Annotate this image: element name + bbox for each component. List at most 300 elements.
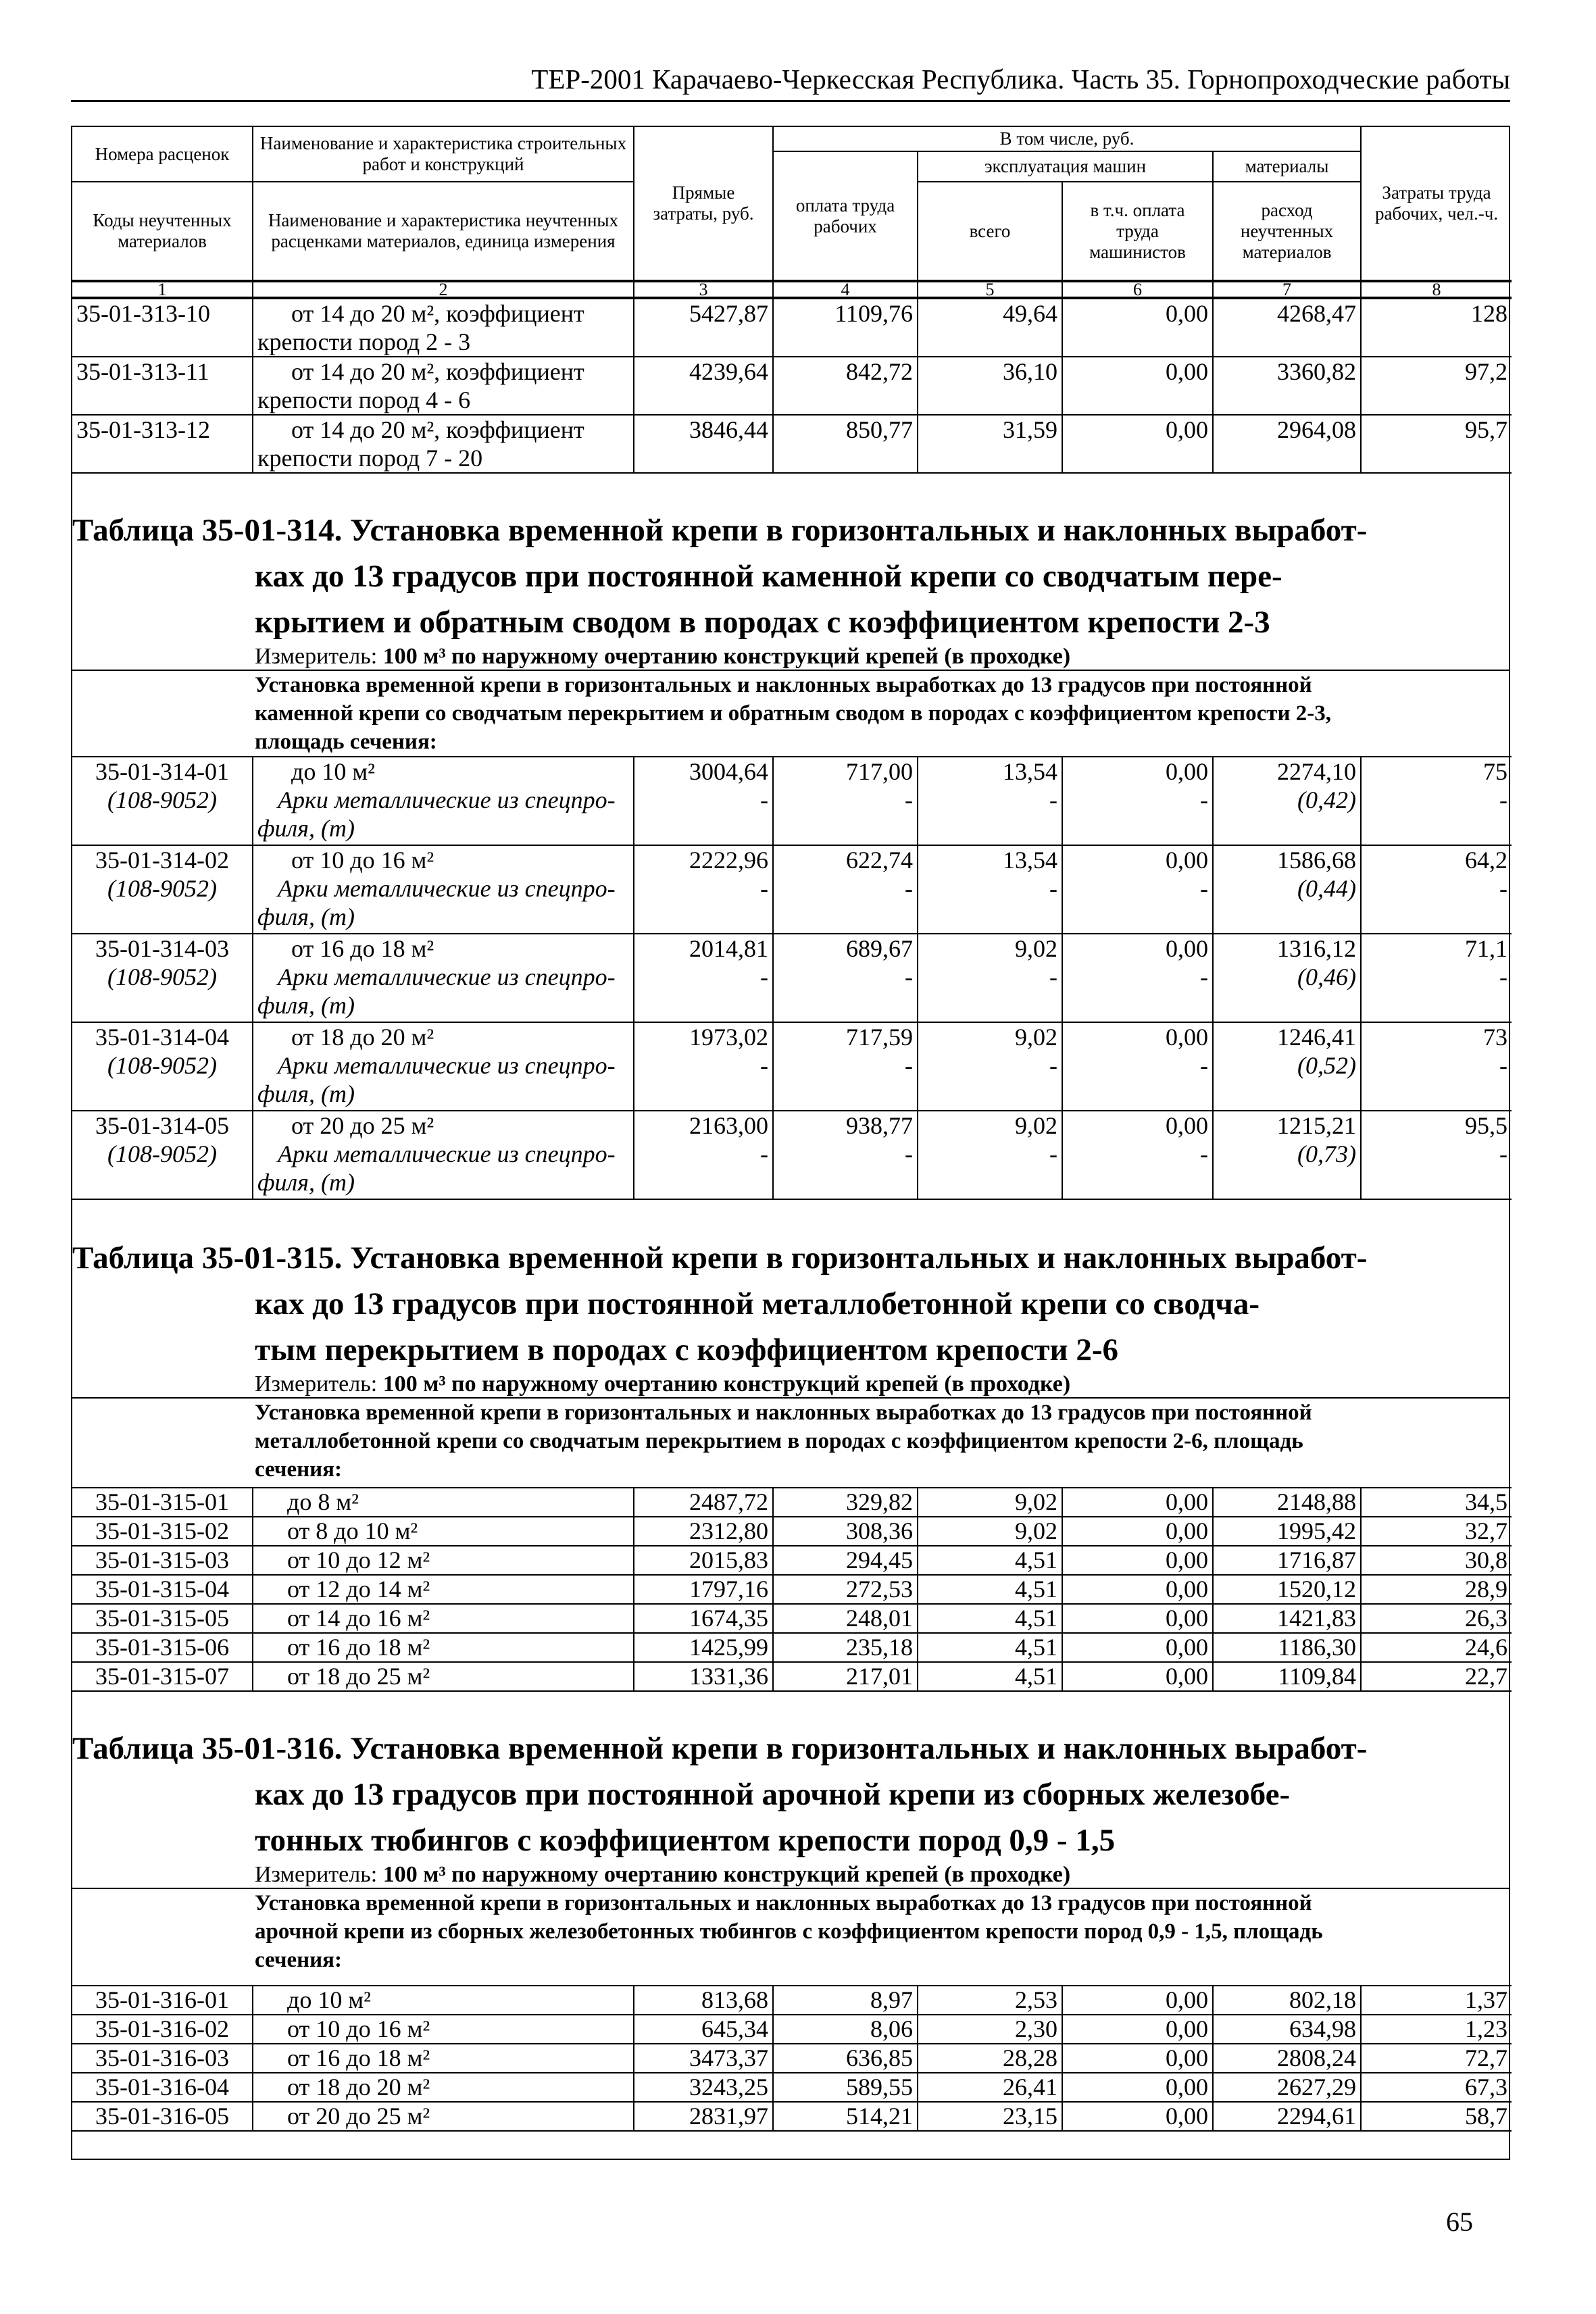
- table-title-line: ках до 13 градусов при постоянной арочной крепи из сборных железобе-: [255, 1777, 1291, 1812]
- rate-name: от 18 до 20 м²: [253, 2073, 634, 2102]
- value-cell: 2808,24: [1213, 2044, 1361, 2073]
- sub-value: -: [905, 1140, 913, 1167]
- table-row: [72, 845, 1512, 934]
- value-cell: 8,97: [773, 1986, 918, 2015]
- value-cell: 34,5: [1361, 1488, 1512, 1517]
- value-cell: [1213, 845, 1361, 934]
- value: 0,00: [1166, 758, 1208, 785]
- value: 0,00: [1166, 935, 1208, 962]
- material-name-line: Арки металлические из спецпро-: [278, 1140, 616, 1167]
- value: 73: [1483, 1024, 1507, 1051]
- table-row: [72, 357, 1512, 415]
- material-name-line: Арки металлические из спецпро-: [278, 1052, 616, 1079]
- sub-value: -: [1200, 875, 1208, 902]
- section-314: [72, 474, 1509, 756]
- sub-value: (0,44): [1297, 875, 1356, 902]
- value-cell: [1213, 757, 1361, 845]
- table-row: [72, 2015, 1512, 2044]
- column-number: 7: [1213, 282, 1361, 297]
- value: 2014,81: [689, 935, 768, 962]
- rate-code: 35-01-315-01: [72, 1488, 253, 1517]
- rate-code: 35-01-313-12: [72, 415, 253, 473]
- value-cell: 0,00: [1062, 1488, 1213, 1517]
- sub-value: -: [905, 1052, 913, 1079]
- value-cell: 235,18: [773, 1633, 918, 1662]
- value-cell: 0,00: [1062, 2015, 1213, 2044]
- table-description: [72, 670, 1509, 756]
- col-material-codes: Коды неучтенных материалов: [72, 182, 253, 280]
- measurer-value: 100 м³ по наружному очертанию конструкций крепей (в проходке): [382, 1372, 1071, 1397]
- section-316: [72, 1692, 1509, 1985]
- value-cell: 0,00: [1062, 1633, 1213, 1662]
- rate-name: от 18 до 20 м²: [291, 1024, 434, 1051]
- rate-code-cell: [72, 934, 253, 1022]
- value-cell: 217,01: [773, 1662, 918, 1691]
- table-row: [72, 934, 1512, 1022]
- table-title-line: Таблица 35-01-315. Установка временной крепи в горизонтальных и наклонных выработ-: [72, 1240, 1368, 1276]
- value-cell: 2312,80: [634, 1517, 773, 1546]
- value: 64,2: [1465, 847, 1507, 874]
- sub-value: -: [760, 875, 768, 902]
- section-315: [72, 1200, 1509, 1487]
- value-cell: 3360,82: [1213, 357, 1361, 415]
- value: 1586,68: [1277, 847, 1356, 874]
- value: 689,67: [846, 935, 913, 962]
- value-cell: 329,82: [773, 1488, 918, 1517]
- sub-value: (0,52): [1297, 1052, 1356, 1079]
- measurer-label: Измеритель:: [255, 1862, 378, 1887]
- value-cell: [1213, 934, 1361, 1022]
- sub-value: -: [1200, 786, 1208, 813]
- table-title: [72, 1692, 1509, 1863]
- rates-document: [71, 126, 1510, 2160]
- rate-code: 35-01-315-04: [72, 1575, 253, 1604]
- value-cell: 0,00: [1062, 1575, 1213, 1604]
- value-cell: 26,41: [918, 2073, 1062, 2102]
- value-cell: 4239,64: [634, 357, 773, 415]
- rate-name: от 14 до 16 м²: [253, 1604, 634, 1633]
- table-description: [72, 1888, 1509, 1985]
- value: 938,77: [846, 1112, 913, 1139]
- table-title-line: тым перекрытием в породах с коэффициентом крепости 2-6: [255, 1332, 1119, 1367]
- value-cell: 2627,29: [1213, 2073, 1361, 2102]
- rate-name-line: от 14 до 20 м², коэффициент: [291, 416, 584, 443]
- value-cell: [773, 1111, 918, 1199]
- sub-value: (0,46): [1297, 963, 1356, 990]
- table-title: [72, 474, 1509, 645]
- rate-name-cell: [253, 1111, 634, 1199]
- value: 75: [1483, 758, 1507, 785]
- value-cell: [1062, 845, 1213, 934]
- value-cell: 4268,47: [1213, 299, 1361, 357]
- value-cell: 2487,72: [634, 1488, 773, 1517]
- value-cell: [1361, 1022, 1512, 1111]
- rate-name: от 12 до 14 м²: [253, 1575, 634, 1604]
- value-cell: 1674,35: [634, 1604, 773, 1633]
- value-cell: [634, 757, 773, 845]
- value: 0,00: [1166, 1112, 1208, 1139]
- value-cell: 1797,16: [634, 1575, 773, 1604]
- value: 717,59: [846, 1024, 913, 1051]
- value-cell: 49,64: [918, 299, 1062, 357]
- rate-name-line: от 14 до 20 м², коэффициент: [291, 358, 584, 385]
- column-number: 6: [1062, 282, 1213, 297]
- table-title-line: Таблица 35-01-316. Установка временной крепи в горизонтальных и наклонных выработ-: [72, 1731, 1368, 1766]
- material-code: (108-9052): [107, 1052, 217, 1079]
- value: 13,54: [1003, 847, 1057, 874]
- column-number: 3: [634, 282, 773, 297]
- rate-name: от 16 до 18 м²: [253, 1633, 634, 1662]
- sub-value: -: [905, 963, 913, 990]
- value-cell: 3243,25: [634, 2073, 773, 2102]
- col-rate-numbers: Номера расценок: [72, 127, 253, 182]
- value: 3004,64: [689, 758, 768, 785]
- value: 622,74: [846, 847, 913, 874]
- table-row: [72, 2102, 1512, 2131]
- sub-value: -: [1499, 1052, 1507, 1079]
- sub-value: -: [1200, 963, 1208, 990]
- value: 95,5: [1465, 1112, 1507, 1139]
- value-cell: 4,51: [918, 1633, 1062, 1662]
- value-cell: 0,00: [1062, 357, 1213, 415]
- value: 0,00: [1166, 1024, 1208, 1051]
- table-313: [72, 298, 1512, 474]
- value-cell: 308,36: [773, 1517, 918, 1546]
- value: 1973,02: [689, 1024, 768, 1051]
- rate-name: до 8 м²: [253, 1488, 634, 1517]
- rate-code: 35-01-316-01: [72, 1986, 253, 2015]
- rate-name: до 10 м²: [253, 1986, 634, 2015]
- rate-code: 35-01-316-03: [72, 2044, 253, 2073]
- value-cell: 28,9: [1361, 1575, 1512, 1604]
- table-description: [72, 1397, 1509, 1487]
- table-row: [72, 1111, 1512, 1199]
- value-cell: [1062, 1111, 1213, 1199]
- material-name-line: Арки металлические из спецпро-: [278, 875, 616, 902]
- col-materials: материалы: [1213, 151, 1361, 182]
- value-cell: [1213, 1111, 1361, 1199]
- column-number: 5: [918, 282, 1062, 297]
- table-row: [72, 1604, 1512, 1633]
- col-including: В том числе, руб.: [773, 127, 1361, 151]
- material-name-line: филя, (т): [257, 1080, 355, 1107]
- rate-name-cell: [253, 934, 634, 1022]
- value-cell: 4,51: [918, 1546, 1062, 1575]
- measurer-value: 100 м³ по наружному очертанию конструкций крепей (в проходке): [382, 1862, 1071, 1887]
- col-machines-total: всего: [918, 182, 1062, 280]
- value-cell: 31,59: [918, 415, 1062, 473]
- table-row: [72, 299, 1512, 357]
- value: 0,00: [1166, 847, 1208, 874]
- sub-value: -: [905, 786, 913, 813]
- rate-code-cell: [72, 845, 253, 934]
- value-cell: 1109,84: [1213, 1662, 1361, 1691]
- value-cell: [918, 757, 1062, 845]
- description-line: металлобетонной крепи со сводчатым перекрытием в породах с коэффициентом крепости 2-6, площадь: [255, 1429, 1303, 1453]
- description-line: площадь сечения:: [255, 730, 437, 754]
- value-cell: 23,15: [918, 2102, 1062, 2131]
- value-cell: 67,3: [1361, 2073, 1512, 2102]
- value-cell: 0,00: [1062, 1662, 1213, 1691]
- value-cell: 2831,97: [634, 2102, 773, 2131]
- measurer: [72, 1863, 1509, 1888]
- measurer: [72, 1373, 1509, 1397]
- column-number: 4: [773, 282, 918, 297]
- value-cell: 2015,83: [634, 1546, 773, 1575]
- value-cell: 3473,37: [634, 2044, 773, 2073]
- value-cell: 1421,83: [1213, 1604, 1361, 1633]
- rate-code: 35-01-314-04: [95, 1024, 229, 1051]
- col-labor-pay: оплата труда рабочих: [773, 151, 918, 280]
- value-cell: 294,45: [773, 1546, 918, 1575]
- col-labor-costs: Затраты труда рабочих, чел.-ч.: [1361, 127, 1512, 280]
- rate-name-line: крепости пород 7 - 20: [257, 445, 483, 472]
- sub-value: -: [1200, 1052, 1208, 1079]
- value-cell: 9,02: [918, 1488, 1062, 1517]
- value-cell: [773, 845, 918, 934]
- material-name-line: филя, (т): [257, 903, 355, 930]
- sub-value: -: [760, 1140, 768, 1167]
- description-line: арочной крепи из сборных железобетонных тюбингов с коэффициентом крепости пород 0,9 - 1,5, площадь: [255, 1919, 1323, 1944]
- value-cell: 26,3: [1361, 1604, 1512, 1633]
- rate-name: [253, 299, 634, 357]
- value-cell: 58,7: [1361, 2102, 1512, 2131]
- rate-name: от 20 до 25 м²: [253, 2102, 634, 2131]
- measurer-value: 100 м³ по наружному очертанию конструкций крепей (в проходке): [382, 644, 1071, 669]
- table-title-line: ках до 13 градусов при постоянной металлобетонной крепи со сводча-: [255, 1286, 1260, 1322]
- value-cell: [1213, 1022, 1361, 1111]
- table-title-line: Таблица 35-01-314. Установка временной крепи в горизонтальных и наклонных выработ-: [72, 513, 1368, 548]
- sub-value: -: [760, 1052, 768, 1079]
- col-material-name: Наименование и характеристика неучтенных расценками материалов, единица измерения: [253, 182, 634, 280]
- value-cell: 28,28: [918, 2044, 1062, 2073]
- rate-code-cell: [72, 1111, 253, 1199]
- description-line: каменной крепи со сводчатым перекрытием и обратным сводом в породах с коэффициентом крепости 2-3,: [255, 701, 1332, 726]
- value-cell: 2964,08: [1213, 415, 1361, 473]
- value-cell: [773, 1022, 918, 1111]
- material-name-line: Арки металлические из спецпро-: [278, 786, 616, 813]
- value-cell: 97,2: [1361, 357, 1512, 415]
- value-cell: 4,51: [918, 1662, 1062, 1691]
- value-cell: 802,18: [1213, 1986, 1361, 2015]
- rate-name-cell: [253, 1022, 634, 1111]
- rate-name-line: крепости пород 4 - 6: [257, 386, 471, 413]
- value-cell: 1186,30: [1213, 1633, 1361, 1662]
- page-number: 65: [1446, 2207, 1473, 2237]
- col-direct-costs: Прямые затраты, руб.: [634, 127, 773, 280]
- rate-code-cell: [72, 1022, 253, 1111]
- value-cell: 272,53: [773, 1575, 918, 1604]
- table-row: [72, 1517, 1512, 1546]
- value-cell: 128: [1361, 299, 1512, 357]
- value-cell: 4,51: [918, 1604, 1062, 1633]
- rate-code: 35-01-314-03: [95, 935, 229, 962]
- rate-name-cell: [253, 845, 634, 934]
- value: 9,02: [1015, 935, 1057, 962]
- measurer-label: Измеритель:: [255, 1372, 378, 1397]
- value-cell: 1109,76: [773, 299, 918, 357]
- value-cell: [634, 934, 773, 1022]
- sub-value: -: [1049, 786, 1057, 813]
- table-row: [72, 757, 1512, 845]
- table-row: [72, 2044, 1512, 2073]
- value: 2274,10: [1277, 758, 1356, 785]
- rate-code: 35-01-314-01: [95, 758, 229, 785]
- table-title-line: крытием и обратным сводом в породах с коэффициентом крепости 2-3: [255, 605, 1270, 640]
- value-cell: [773, 934, 918, 1022]
- sub-value: -: [1049, 875, 1057, 902]
- rate-name: от 16 до 18 м²: [253, 2044, 634, 2073]
- value-cell: [1361, 934, 1512, 1022]
- value-cell: [918, 1022, 1062, 1111]
- material-code: (108-9052): [107, 1140, 217, 1167]
- value-cell: [1062, 1022, 1213, 1111]
- value-cell: 0,00: [1062, 2044, 1213, 2073]
- rate-code: 35-01-315-06: [72, 1633, 253, 1662]
- value: 1246,41: [1277, 1024, 1356, 1051]
- column-header-table: [72, 127, 1512, 281]
- value-cell: [634, 1111, 773, 1199]
- table-row: [72, 1986, 1512, 2015]
- table-row: [72, 1575, 1512, 1604]
- value-cell: 72,7: [1361, 2044, 1512, 2073]
- value-cell: 0,00: [1062, 415, 1213, 473]
- value: 9,02: [1015, 1024, 1057, 1051]
- sub-value: (0,42): [1297, 786, 1356, 813]
- rate-name-line: крепости пород 2 - 3: [257, 328, 471, 355]
- material-code: (108-9052): [107, 963, 217, 990]
- value-cell: [1361, 845, 1512, 934]
- rate-code: 35-01-315-03: [72, 1546, 253, 1575]
- table-row: [72, 415, 1512, 473]
- rate-code-cell: [72, 757, 253, 845]
- rate-code: 35-01-313-10: [72, 299, 253, 357]
- description-line: сечения:: [255, 1948, 343, 1972]
- value-cell: 0,00: [1062, 1546, 1213, 1575]
- value-cell: 514,21: [773, 2102, 918, 2131]
- value-cell: 0,00: [1062, 1604, 1213, 1633]
- value-cell: 842,72: [773, 357, 918, 415]
- value-cell: 2148,88: [1213, 1488, 1361, 1517]
- value-cell: [1062, 757, 1213, 845]
- value-cell: 30,8: [1361, 1546, 1512, 1575]
- value-cell: 0,00: [1062, 2073, 1213, 2102]
- value-cell: 645,34: [634, 2015, 773, 2044]
- rate-code: 35-01-316-05: [72, 2102, 253, 2131]
- rate-name: [253, 415, 634, 473]
- sub-value: -: [1499, 786, 1507, 813]
- description-line: сечения:: [255, 1457, 343, 1482]
- value-cell: 22,7: [1361, 1662, 1512, 1691]
- value-cell: 5427,87: [634, 299, 773, 357]
- rate-code: 35-01-316-04: [72, 2073, 253, 2102]
- page-header: ТЕР-2001 Карачаево-Черкесская Республика. Часть 35. Горнопроходческие работы: [71, 62, 1510, 102]
- value-cell: 813,68: [634, 1986, 773, 2015]
- measurer: [72, 645, 1509, 670]
- rate-code: 35-01-316-02: [72, 2015, 253, 2044]
- material-name-line: филя, (т): [257, 815, 355, 842]
- table-title-line: ках до 13 градусов при постоянной каменной крепи со сводчатым пере-: [255, 559, 1282, 594]
- value-cell: 36,10: [918, 357, 1062, 415]
- sub-value: -: [1049, 963, 1057, 990]
- value-cell: 1520,12: [1213, 1575, 1361, 1604]
- value-cell: 0,00: [1062, 2102, 1213, 2131]
- value-cell: 4,51: [918, 1575, 1062, 1604]
- material-name-line: филя, (т): [257, 992, 355, 1019]
- value-cell: [918, 934, 1062, 1022]
- col-machines: эксплуатация машин: [918, 151, 1213, 182]
- rate-name: до 10 м²: [291, 758, 375, 785]
- sub-value: -: [1200, 1140, 1208, 1167]
- rate-name: от 18 до 25 м²: [253, 1662, 634, 1691]
- col-material-usage: расход неучтенных материалов: [1213, 182, 1361, 280]
- value-cell: 32,7: [1361, 1517, 1512, 1546]
- table-314: [72, 756, 1512, 1200]
- value-cell: 636,85: [773, 2044, 918, 2073]
- value-cell: [1361, 757, 1512, 845]
- rate-name: от 20 до 25 м²: [291, 1112, 434, 1139]
- table-row: [72, 2073, 1512, 2102]
- value: 1215,21: [1277, 1112, 1356, 1139]
- sub-value: -: [1499, 875, 1507, 902]
- table-title-line: тонных тюбингов с коэффициентом крепости пород 0,9 - 1,5: [255, 1823, 1116, 1858]
- value-cell: [918, 845, 1062, 934]
- value-cell: 2,30: [918, 2015, 1062, 2044]
- value-cell: [1361, 1111, 1512, 1199]
- description-line: Установка временной крепи в горизонтальных и наклонных выработках до 13 градусов при постоянной: [255, 1401, 1312, 1425]
- rate-code: 35-01-315-05: [72, 1604, 253, 1633]
- value: 13,54: [1003, 758, 1057, 785]
- value-cell: 1995,42: [1213, 1517, 1361, 1546]
- value-cell: 2294,61: [1213, 2102, 1361, 2131]
- value-cell: 634,98: [1213, 2015, 1361, 2044]
- value-cell: [634, 1022, 773, 1111]
- value-cell: 3846,44: [634, 415, 773, 473]
- rate-code: 35-01-314-02: [95, 847, 229, 874]
- sub-value: -: [1049, 1140, 1057, 1167]
- sub-value: -: [1049, 1052, 1057, 1079]
- material-name-line: Арки металлические из спецпро-: [278, 963, 616, 990]
- table-row: [72, 1633, 1512, 1662]
- value-cell: 2,53: [918, 1986, 1062, 2015]
- value-cell: 1,37: [1361, 1986, 1512, 2015]
- value-cell: 0,00: [1062, 1986, 1213, 2015]
- rate-name-cell: [253, 757, 634, 845]
- value: 2222,96: [689, 847, 768, 874]
- table-row: [72, 1488, 1512, 1517]
- value-cell: 850,77: [773, 415, 918, 473]
- value-cell: 95,7: [1361, 415, 1512, 473]
- col-machinist-pay: в т.ч. оплата труда машинистов: [1062, 182, 1213, 280]
- rate-code: 35-01-315-02: [72, 1517, 253, 1546]
- table-row: [72, 1662, 1512, 1691]
- table-title: [72, 1201, 1509, 1373]
- sub-value: (0,73): [1297, 1140, 1356, 1167]
- value-cell: 0,00: [1062, 299, 1213, 357]
- rate-name: от 16 до 18 м²: [291, 935, 434, 962]
- sub-value: -: [905, 875, 913, 902]
- value-cell: 9,02: [918, 1517, 1062, 1546]
- value: 9,02: [1015, 1112, 1057, 1139]
- measurer-label: Измеритель:: [255, 644, 378, 669]
- value-cell: [1062, 934, 1213, 1022]
- table-row: [72, 1022, 1512, 1111]
- table-315: [72, 1487, 1512, 1692]
- value-cell: [634, 845, 773, 934]
- rate-code: 35-01-314-05: [95, 1112, 229, 1139]
- column-number: 1: [72, 282, 253, 297]
- value-cell: 1716,87: [1213, 1546, 1361, 1575]
